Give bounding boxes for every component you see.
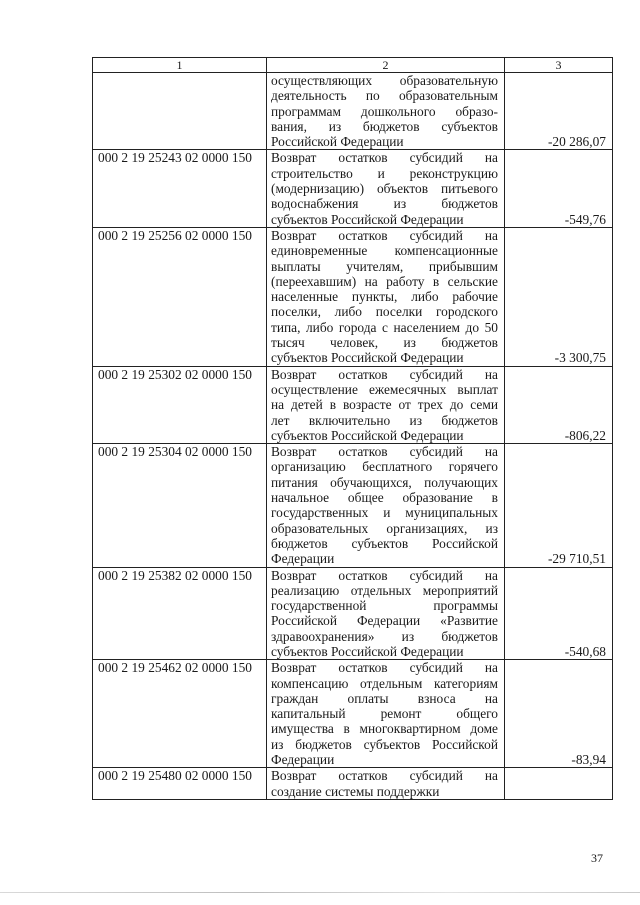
amount-cell: -549,76 [505,150,613,227]
budget-code-cell [93,150,267,227]
description-line: тысяч человек, из бюджетов [271,335,498,351]
description-line: выплаты учителям, прибывшим [271,258,498,274]
description-cell [267,366,505,443]
budget-table [92,57,613,800]
description-line: образовательных организациях, из [271,520,498,536]
amount-cell: -20 286,07 [505,73,613,150]
budget-code-cell [93,444,267,567]
description-line: Федерации [271,551,335,567]
description-line: питания обучающихся, получающих [271,474,498,490]
table-row [93,660,613,768]
table-row [93,366,613,443]
amount-cell: -540,68 [505,567,613,660]
description-line: вания, из бюджетов субъектов [271,118,498,134]
description-line: Возврат остатков субсидий на [271,567,498,583]
table-row [93,567,613,660]
description-line: создание системы поддержки [271,783,440,799]
description-line: (модернизацию) объектов питьевого [271,181,498,197]
amount-cell: -806,22 [505,366,613,443]
description-line: государственной программы [271,598,498,614]
description-line: лет включительно из бюджетов [271,412,498,428]
description-line: осуществляющих образовательную [271,73,498,88]
column-header-3: 3 [505,58,613,73]
description-line: поселки, либо поселки городского [271,304,498,320]
description-line: типа, либо города с населением до 50 [271,319,498,335]
description-line: строительство и реконструкцию [271,165,498,181]
description-line: Возврат остатков субсидий на [271,227,498,243]
description-line: имущества в многоквартирном доме [271,721,498,737]
description-line: субъектов Российской Федерации [271,643,464,659]
budget-code: 000 2 19 25382 02 0000 150 [98,567,252,583]
description-line: государственных и муниципальных [271,505,498,521]
description-line: на детей в возрасте от трех до семи [271,397,498,413]
description-line: водоснабжения из бюджетов [271,196,498,212]
description-line: Возврат остатков субсидий на [271,768,498,784]
budget-code: 000 2 19 25243 02 0000 150 [98,150,252,166]
description-cell [267,150,505,227]
description-line: Возврат остатков субсидий на [271,150,498,166]
column-header-1: 1 [93,58,267,73]
table-row [93,444,613,567]
description-cell [267,444,505,567]
budget-code: 000 2 19 25304 02 0000 150 [98,444,252,460]
description-line: субъектов Российской Федерации [271,350,464,366]
page-number: 37 [591,851,603,865]
description-line: населенные пункты, либо рабочие [271,289,498,305]
table-header-row [93,58,613,73]
description-line: субъектов Российской Федерации [271,427,464,443]
budget-code [98,73,266,88]
description-line: Российской Федерации «Развитие [271,613,498,629]
description-line: Возврат остатков субсидий на [271,660,498,676]
amount-cell: -29 710,51 [505,444,613,567]
description-line: организацию бесплатного горячего [271,459,498,475]
description-line: из бюджетов субъектов Российской [271,736,498,752]
description-line: деятельность по образовательным [271,88,498,104]
budget-code: 000 2 19 25480 02 0000 150 [98,768,252,784]
budget-code: 000 2 19 25302 02 0000 150 [98,366,252,382]
description-line: осуществление ежемесячных выплат [271,381,498,397]
description-line: реализацию отдельных мероприятий [271,582,498,598]
table-row [93,150,613,227]
description-line: начальное общее образование в [271,490,498,506]
budget-code-cell [93,73,267,150]
amount-cell: -83,94 [505,660,613,768]
description-line: здравоохранения» из бюджетов [271,628,498,644]
description-line: бюджетов субъектов Российской [271,535,498,551]
description-cell [267,73,505,150]
description-line: граждан оплаты взноса на [271,690,498,706]
budget-code-cell [93,567,267,660]
column-header-2: 2 [267,58,505,73]
description-line: Возврат остатков субсидий на [271,444,498,460]
description-line: Федерации [271,752,335,768]
description-cell [267,768,505,800]
budget-code-cell [93,366,267,443]
description-line: Возврат остатков субсидий на [271,366,498,382]
budget-code: 000 2 19 25256 02 0000 150 [98,227,252,243]
table-row [93,227,613,366]
description-line: компенсацию отдельным категориям [271,675,498,691]
description-line: субъектов Российской Федерации [271,211,464,227]
description-cell [267,660,505,768]
description-line: капитальный ремонт общего [271,706,498,722]
description-cell [267,227,505,366]
budget-code: 000 2 19 25462 02 0000 150 [98,660,252,676]
description-line: Российской Федерации [271,134,404,150]
description-cell [267,567,505,660]
amount-cell [505,768,613,800]
description-line: программам дошкольного образо- [271,103,498,119]
table-row [93,768,613,800]
amount-cell: -3 300,75 [505,227,613,366]
table-row [93,73,613,150]
budget-code-cell [93,660,267,768]
budget-code-cell [93,227,267,366]
scan-edge-line [0,892,640,893]
budget-code-cell [93,768,267,800]
description-line: единовременные компенсационные [271,243,498,259]
description-line: (переехавшим) на работу в сельские [271,273,498,289]
